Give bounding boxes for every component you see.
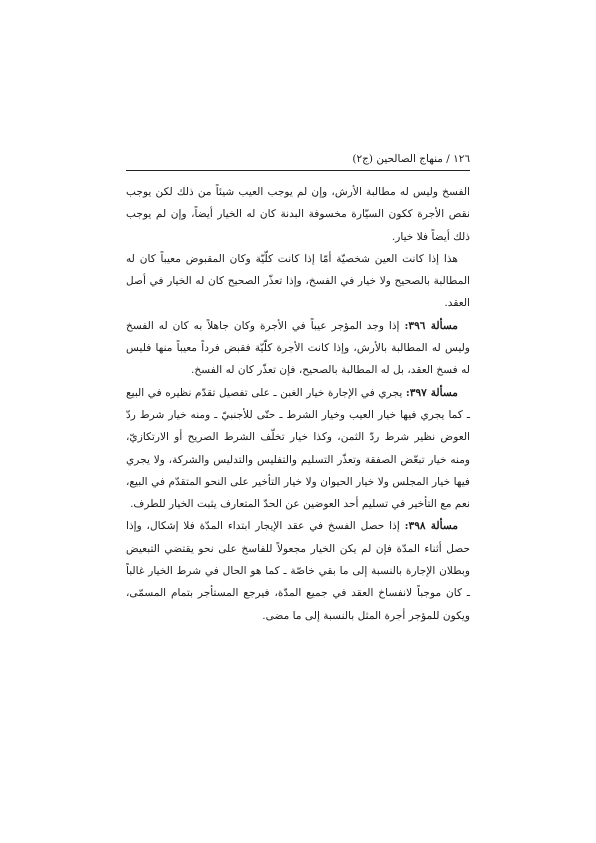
issue-398-label: مسألة ٣٩٨:	[404, 520, 458, 533]
issue-398-text: إذا حصل الفسخ في عقد الإيجار ابتداء المدّة فلا إشكال، وإذا حصل أثناء المدّة فإن لم يكن الخيار مجعولاً للفاسخ على نحو يقتضي التبعيض وبطلان الإجارة بالنسبة إلى ما بقي خاصّة ـ كما هو الحال في شرط الخيار غالباً ـ كان موجباً لانفساخ العقد في جميع المدّة، فيرجع المستأجر بتمام المسمّى، ويكون للمؤجر أجرة المثل بالنسبة إلى ما مضى.	[126, 520, 470, 622]
issue-396-label: مسألة ٣٩٦:	[404, 319, 458, 332]
book-page	[126, 152, 470, 627]
issue-396-text: إذا وجد المؤجر عيباً في الأجرة وكان جاهلاً به كان له الفسخ وليس له المطالبة بالأرش، وإذا كانت الأجرة كلّيّة فقبض فرداً معيباً منها فليس له فسخ العقد، بل له المطالبة بالصحيح، فإن تعذّر كان له الفسخ.	[126, 319, 470, 377]
issue-397-label: مسألة ٣٩٧:	[405, 386, 458, 399]
running-header: ١٢٦ / منهاج الصالحين (ج٢)	[352, 153, 470, 165]
issue-397	[126, 382, 470, 516]
issue-396	[126, 315, 470, 382]
paragraph-continuation: الفسخ وليس له مطالبة الأرش، وإن لم يوجب العيب شيئاً من ذلك لكن يوجب نقص الأجرة ككون السيّارة مخسوفة البدنة كان له الخيار أيضاً، وإن لم يوجب ذلك أيضاً فلا خيار.	[126, 186, 470, 243]
issue-397-text: يجري في الإجارة خيار الغبن ـ على تفصيل تقدّم نظيره في البيع ـ كما يجري فيها خيار العيب وخيار الشرط ـ حتّى للأجنبيّ ـ ومنه خيار شرط ردّ العوض نظير شرط ردّ الثمن، وكذا خيار تخلّف الشرط الصريح أو الارتكازيّ، ومنه خيار تبعّض الصفقة وتعذّر التسليم والتفليس والتدليس والشركة، ولا يجري فيها خيار المجلس ولا خيار الحيوان ولا خيار التأخير على النحو المتقدّم في البيع، نعم مع التأخير في تسليم أحد العوضين عن الحدّ المتعارف يثبت الخيار للطرف.	[126, 386, 470, 511]
header-rule	[126, 170, 470, 171]
paragraph-personal-item: هذا إذا كانت العين شخصيّة أمّا إذا كانت كلّيّة وكان المقبوض معيباً كان له المطالبة بالصحيح ولا خيار في الفسخ، وإذا تعذّر الصحيح كان له الخيار في أصل العقد.	[126, 252, 470, 310]
issue-398	[126, 515, 470, 626]
